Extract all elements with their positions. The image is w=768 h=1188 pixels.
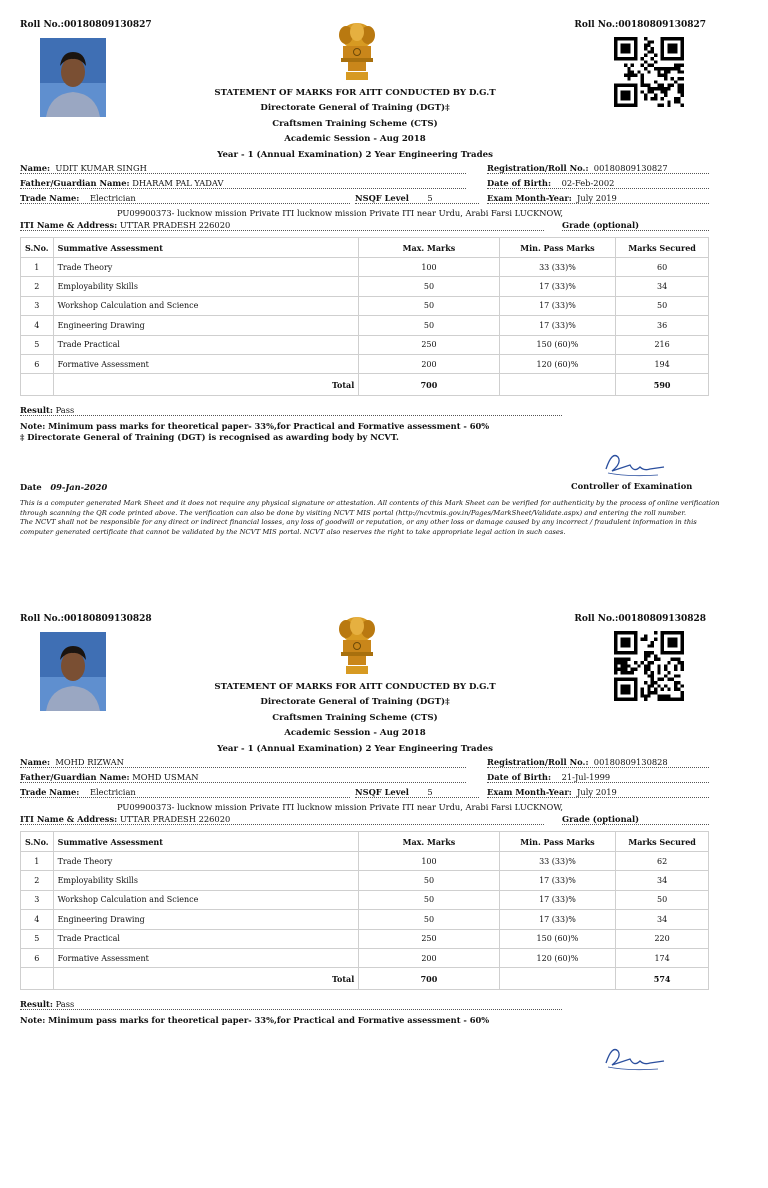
row-sno: 6: [21, 354, 54, 373]
row-max: 50: [359, 296, 499, 315]
col-max: Max. Marks: [359, 832, 499, 852]
table-row: [21, 335, 709, 354]
row-max: 50: [359, 871, 499, 890]
row-min: 17 (33)%: [499, 316, 616, 335]
roll-no-left: Roll No.:00180809130827: [20, 20, 152, 30]
table-row: [21, 948, 709, 967]
row-min: 33 (33)%: [499, 852, 616, 871]
verification-disclaimer: This is a computer generated Mark Sheet and it does not require any physical signature or attestation. All contents of this Mark Sheet can be verified for authenticity by the process of online verification through scanning the QR code printed above. The verification can also be done by visiting NCVT MIS portal (http://ncvtmis.gov.in/Pages/MarkSheet/Validate.aspx) and entering the roll number.: [20, 499, 720, 517]
grade-field: Grade (optional): [562, 220, 709, 231]
exam-line: Year - 1 (Annual Examination) 2 Year Engineering Trades: [217, 743, 493, 754]
total-label: Total: [53, 968, 359, 990]
session-line: Academic Session - Aug 2018: [284, 728, 426, 739]
marksheet-2: [0, 594, 768, 1188]
row-assessment: Employability Skills: [53, 277, 359, 296]
row-min: 120 (60)%: [499, 354, 616, 373]
dob-field: Date of Birth: 21-Jul-1999: [487, 772, 709, 783]
total-row: [21, 968, 709, 990]
row-secured: 34: [616, 871, 709, 890]
row-min: 150 (60)%: [499, 929, 616, 948]
row-secured: 34: [616, 910, 709, 929]
roll-no-right: Roll No.:00180809130828: [574, 614, 706, 624]
trade-name-field: Trade Name: Electrician: [20, 193, 350, 204]
row-sno: 3: [21, 296, 54, 315]
statement-title: STATEMENT OF MARKS FOR AITT CONDUCTED BY D.G.T: [214, 88, 496, 98]
registration-field: Registration/Roll No.: 00180809130828: [487, 757, 709, 768]
statement-heading: [180, 680, 530, 757]
pass-marks-note: Note: Minimum pass marks for theoretical paper- 33%,for Practical and Formative assessment - 60%: [20, 1015, 490, 1025]
iti-name-field: ITI Name & Address: UTTAR PRADESH 226020: [20, 814, 544, 825]
row-sno: 4: [21, 316, 54, 335]
row-assessment: Workshop Calculation and Science: [53, 296, 359, 315]
iti-name-field: ITI Name & Address: UTTAR PRADESH 226020: [20, 220, 544, 231]
row-max: 250: [359, 929, 499, 948]
row-min: 150 (60)%: [499, 335, 616, 354]
pass-marks-note: Note: Minimum pass marks for theoretical paper- 33%,for Practical and Formative assessment - 60%: [20, 421, 490, 431]
nsqf-field: NSQF Level 5: [355, 787, 479, 798]
table-row: [21, 852, 709, 871]
table-row: [21, 890, 709, 909]
disclaimer: [20, 499, 720, 537]
row-min: 33 (33)%: [499, 258, 616, 277]
col-sno: S.No.: [21, 832, 54, 852]
row-secured: 62: [616, 852, 709, 871]
col-secured: Marks Secured: [616, 238, 709, 258]
row-max: 200: [359, 948, 499, 967]
table-row: [21, 296, 709, 315]
total-max: 700: [359, 374, 499, 396]
result-field: Result: Pass: [20, 999, 562, 1010]
scheme-line: Craftsmen Training Scheme (CTS): [272, 712, 438, 723]
row-secured: 34: [616, 277, 709, 296]
issue-date: [20, 1076, 29, 1086]
signature-icon: [598, 447, 668, 479]
row-sno: 2: [21, 277, 54, 296]
row-max: 50: [359, 910, 499, 929]
total-secured: 590: [616, 374, 709, 396]
row-assessment: Formative Assessment: [53, 948, 359, 967]
statement-heading: [180, 86, 530, 163]
marks-table: [20, 831, 709, 990]
signature-icon: [598, 1041, 668, 1073]
row-assessment: Engineering Drawing: [53, 910, 359, 929]
roll-no-left: Roll No.:00180809130828: [20, 614, 152, 624]
row-min: 120 (60)%: [499, 948, 616, 967]
row-secured: 36: [616, 316, 709, 335]
statement-title: STATEMENT OF MARKS FOR AITT CONDUCTED BY D.G.T: [214, 682, 496, 692]
dgt-line: Directorate General of Training (DGT)‡: [260, 103, 450, 114]
row-secured: 50: [616, 296, 709, 315]
scheme-line: Craftsmen Training Scheme (CTS): [272, 118, 438, 129]
row-sno: 4: [21, 910, 54, 929]
row-sno: 6: [21, 948, 54, 967]
row-sno: 1: [21, 852, 54, 871]
notes: [20, 421, 489, 443]
row-secured: 174: [616, 948, 709, 967]
row-min: 17 (33)%: [499, 277, 616, 296]
father-name-field: Father/Guardian Name: MOHD USMAN: [20, 772, 466, 783]
row-assessment: Workshop Calculation and Science: [53, 890, 359, 909]
dob-field: Date of Birth: 02-Feb-2002: [487, 178, 709, 189]
name-field: Name: UDIT KUMAR SINGH: [20, 163, 466, 174]
table-row: [21, 354, 709, 373]
notes: [20, 1015, 489, 1026]
row-assessment: Trade Theory: [53, 852, 359, 871]
row-secured: 220: [616, 929, 709, 948]
row-max: 50: [359, 316, 499, 335]
col-assessment: Summative Assessment: [53, 832, 359, 852]
nsqf-field: NSQF Level 5: [355, 193, 479, 204]
row-sno: 3: [21, 890, 54, 909]
row-assessment: Engineering Drawing: [53, 316, 359, 335]
national-emblem-icon: [334, 614, 380, 676]
row-sno: 2: [21, 871, 54, 890]
row-secured: 60: [616, 258, 709, 277]
exam-month-field: Exam Month-Year: July 2019: [487, 787, 709, 798]
father-name-field: Father/Guardian Name: DHARAM PAL YADAV: [20, 178, 466, 189]
row-secured: 216: [616, 335, 709, 354]
col-secured: Marks Secured: [616, 832, 709, 852]
row-max: 200: [359, 354, 499, 373]
national-emblem-icon: [334, 20, 380, 82]
row-min: 17 (33)%: [499, 890, 616, 909]
marks-table: [20, 237, 709, 396]
row-assessment: Trade Practical: [53, 929, 359, 948]
awarding-body-note: ‡ Directorate General of Training (DGT) is recognised as awarding body by NCVT.: [20, 432, 399, 442]
exam-line: Year - 1 (Annual Examination) 2 Year Engineering Trades: [217, 149, 493, 160]
row-assessment: Employability Skills: [53, 871, 359, 890]
roll-no-right: Roll No.:00180809130827: [574, 20, 706, 30]
col-min: Min. Pass Marks: [499, 238, 616, 258]
col-assessment: Summative Assessment: [53, 238, 359, 258]
table-row: [21, 871, 709, 890]
total-max: 700: [359, 968, 499, 990]
result-field: Result: Pass: [20, 405, 562, 416]
dgt-line: Directorate General of Training (DGT)‡: [260, 697, 450, 708]
row-secured: 194: [616, 354, 709, 373]
row-assessment: Formative Assessment: [53, 354, 359, 373]
qr-code-icon[interactable]: [614, 631, 684, 701]
total-row: [21, 374, 709, 396]
iti-address-line: PU09900373- lucknow mission Private ITI lucknow mission Private ITI near Urdu, Arabi Farsi LUCKNOW,: [117, 208, 564, 218]
marks-header-row: [21, 238, 709, 258]
candidate-photo: [40, 38, 106, 117]
liability-disclaimer: The NCVT shall not be responsible for any direct or indirect financial losses, any loss of goodwill or reputation, or any other loss or damage caused by any incorrect / fraudulent information in this computer generated certificate that cannot be validated by the NCVT MIS portal. NCVT also reserves the right to take appropriate legal action in such cases.: [20, 518, 697, 536]
iti-address-line: PU09900373- lucknow mission Private ITI lucknow mission Private ITI near Urdu, Arabi Farsi LUCKNOW,: [117, 802, 564, 812]
exam-month-field: Exam Month-Year: July 2019: [487, 193, 709, 204]
session-line: Academic Session - Aug 2018: [284, 134, 426, 145]
total-secured: 574: [616, 968, 709, 990]
trade-name-field: Trade Name: Electrician: [20, 787, 350, 798]
candidate-photo: [40, 632, 106, 711]
row-max: 100: [359, 258, 499, 277]
row-assessment: Trade Practical: [53, 335, 359, 354]
table-row: [21, 929, 709, 948]
table-row: [21, 910, 709, 929]
name-field: Name: MOHD RIZWAN: [20, 757, 466, 768]
marks-header-row: [21, 832, 709, 852]
grade-field: Grade (optional): [562, 814, 709, 825]
row-sno: 5: [21, 335, 54, 354]
row-sno: 1: [21, 258, 54, 277]
row-max: 250: [359, 335, 499, 354]
row-max: 50: [359, 890, 499, 909]
controller-of-examination: Controller of Examination: [571, 481, 693, 491]
table-row: [21, 277, 709, 296]
row-secured: 50: [616, 890, 709, 909]
row-sno: 5: [21, 929, 54, 948]
row-min: 17 (33)%: [499, 296, 616, 315]
table-row: [21, 316, 709, 335]
row-min: 17 (33)%: [499, 910, 616, 929]
total-label: Total: [53, 374, 359, 396]
col-sno: S.No.: [21, 238, 54, 258]
row-max: 100: [359, 852, 499, 871]
row-assessment: Trade Theory: [53, 258, 359, 277]
row-max: 50: [359, 277, 499, 296]
issue-date: Date 09-Jan-2020: [20, 482, 108, 492]
col-max: Max. Marks: [359, 238, 499, 258]
qr-code-icon[interactable]: [614, 37, 684, 107]
col-min: Min. Pass Marks: [499, 832, 616, 852]
table-row: [21, 258, 709, 277]
row-min: 17 (33)%: [499, 871, 616, 890]
registration-field: Registration/Roll No.: 00180809130827: [487, 163, 709, 174]
